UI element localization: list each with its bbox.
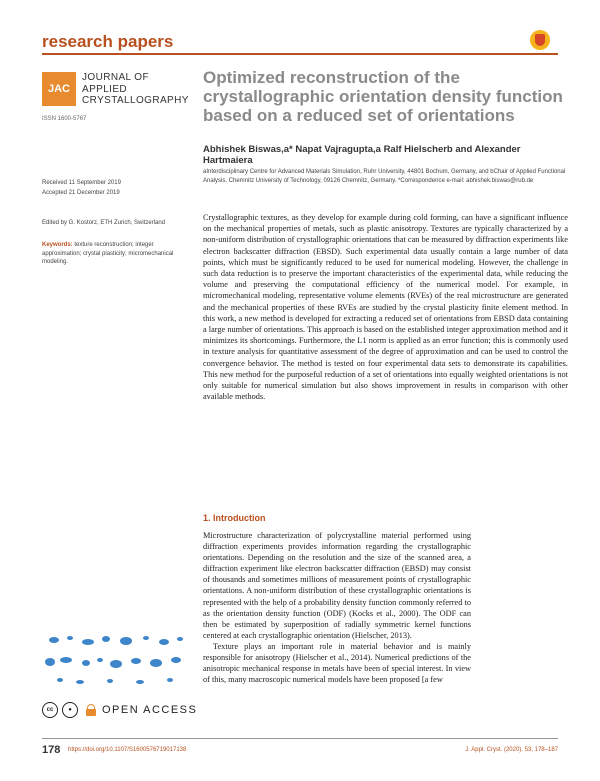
doi-link[interactable]: https://doi.org/10.1107/S1600576719017138: [68, 747, 187, 753]
open-access-badge[interactable]: [42, 702, 197, 718]
header-rule: [42, 53, 558, 55]
cc-icon-text: cc: [46, 707, 54, 713]
journal-name-line: JOURNAL OF: [82, 72, 149, 83]
paragraph: Microstructure characterization of polycrystalline material performed using diffraction experiments provides information regarding the crystallographic orientations. Depending on the resolution and the size of the scanned area, a diffraction experiment like electron backscatter diffraction (EBSD) may consist of thousands and sometimes millions of measurement points of crystallographic orientations. A non-uniform distribution of these crystallographic orientations is represented with the help of a probability density function commonly referred to as the orientation density function (ODF) (Kocks et al., 2000). The ODF can then be estimated by superposition of radially symmetric kernel functions centered at each crystallographic orientation (Hielscher, 2013).: [203, 531, 471, 640]
keywords-label: Keywords:: [42, 242, 73, 248]
article-title: Optimized reconstruction of the crystallographic orientation density function based on a reduced set of orientations: [203, 68, 563, 125]
journal-name-line: APPLIED: [82, 83, 128, 95]
crossmark-icon[interactable]: [530, 30, 550, 50]
received-date: Received 11 September 2019: [42, 180, 121, 186]
journal-logo-text: JAC: [47, 83, 70, 95]
issn: ISSN 1600-5767: [42, 116, 87, 122]
paragraph: Texture plays an important role in material behavior and is mainly responsible for anisotropy (Hielscher et al., 2014). Numerical predictions of the anisotropic mechanical response in metals have been of special interest. In view of this, many macroscopic numerical models have been proposed [a few: [203, 641, 471, 685]
accepted-date: Accepted 21 December 2019: [42, 190, 120, 196]
open-access-label: OPEN ACCESS: [102, 704, 198, 716]
article-dates: [42, 178, 121, 198]
author-list: Abhishek Biswas,a* Napat Vajragupta,a Ralf Hielscherb and Alexander Hartmaiera: [203, 144, 521, 166]
page-number: 178: [42, 744, 61, 756]
affiliation: aInterdisciplinary Centre for Advanced Materials Simulation, Ruhr University, 44801 Bochum, Germany, and bChair of Applied Functional Analysis, Chemnitz University of Technology, 09126 Chemnitz, Germany. *Correspondence e-mail: abhishek.biswas@rub.de: [203, 169, 566, 184]
footer-rule: [42, 738, 558, 739]
open-lock-icon: [86, 704, 96, 716]
keywords-text: texture reconstruction; integer approximation; crystal plasticity; micromechanical modeling.: [42, 242, 174, 265]
pole-figure-graphic: [40, 630, 190, 690]
section-label: research papers: [42, 32, 174, 51]
journal-citation: J. Appl. Cryst. (2020). 53, 178–187: [465, 747, 558, 753]
introduction-body: [203, 530, 471, 685]
editor-note: Edited by G. Kostorz, ETH Zurich, Switzerland: [42, 220, 166, 226]
abstract: Crystallographic textures, as they develop for example during cold forming, can have a significant influence on the mechanical properties of metals, such as plastic anisotropy. Textures are typically characterized by a non-uniform distribution of crystallographic orientations that can be measured by diffraction experiments like electron backscatter diffraction (EBSD). Such experimental data usually contain a large number of data points, which must be significantly reduced to be used for numerical modeling. However, the challenge in such data reduction is to preserve the important characteristics of the experimental data, while reducing the volume and preserving the computational efficiency of the numerical model. For example, in micromechanical modeling, representative volume elements (RVEs) of the real microstructure are generated and the mechanical properties of these RVEs are studied by the crystal plasticity finite element method. In this work, a new method is developed for extracting a reduced set of orientations from EBSD data containing a large number of orientations. This approach is based on the established integer approximation method and it minimizes its shortcomings. Furthermore, the L1 norm is applied as an error function; this is commonly used in texture analysis for quantitative assessment of the degree of approximation and can be used to control the convergence behavior. The method is tested on four experimental data sets to demonstrate its capabilities. This new method for the purposeful reduction of a set of orientations into equally weighted orientations is not only suitable for numerical simulation but also shows improvement in results in comparison with other available methods.: [203, 213, 568, 402]
journal-name: [82, 72, 192, 107]
journal-name-line: CRYSTALLOGRAPHY: [82, 95, 189, 106]
attribution-icon: ●: [62, 702, 78, 718]
creative-commons-icon: [42, 702, 58, 718]
keywords: [42, 241, 192, 267]
section-heading: 1. Introduction: [203, 513, 266, 523]
journal-logo: [42, 72, 76, 106]
